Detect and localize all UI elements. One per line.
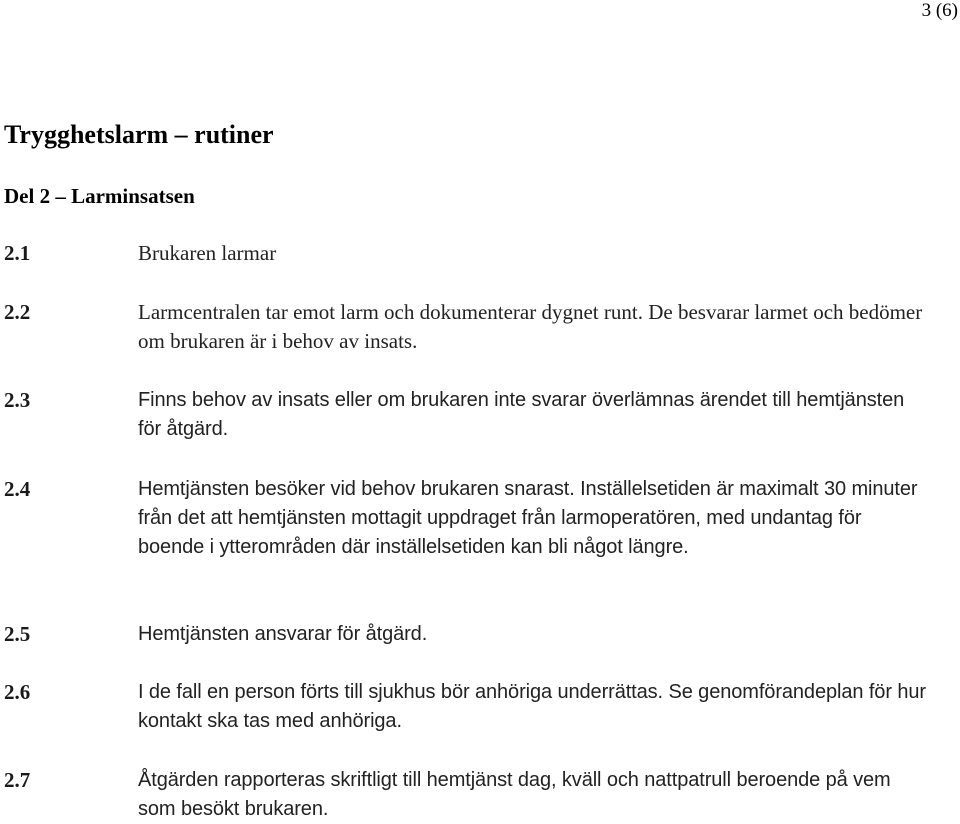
section-number: 2.1 bbox=[4, 241, 31, 265]
section-2-4 bbox=[4, 475, 944, 562]
section-2-6 bbox=[4, 678, 944, 736]
document-title: Trygghetslarm – rutiner bbox=[4, 120, 274, 149]
section-number: 2.2 bbox=[4, 300, 31, 324]
document-subtitle: Del 2 – Larminsatsen bbox=[4, 184, 195, 208]
section-number: 2.5 bbox=[4, 622, 31, 646]
section-text: Hemtjänsten besöker vid behov brukaren snarast. Inställelsetiden är maximalt 30 minuter från det att hemtjänsten mottagit uppdraget från larmoperatören, med undantag för boende i ytterområden där inställelsetiden kan bli något längre. bbox=[138, 478, 918, 558]
section-2-7 bbox=[4, 766, 944, 824]
section-text: Finns behov av insats eller om brukaren inte svarar överlämnas ärendet till hemtjänsten för åtgärd. bbox=[138, 389, 905, 440]
section-number: 2.3 bbox=[4, 388, 31, 412]
section-2-5 bbox=[4, 620, 944, 649]
section-text: I de fall en person förts till sjukhus bör anhöriga underrättas. Se genomförandeplan för hur kontakt ska tas med anhöriga. bbox=[138, 681, 926, 732]
section-text: Brukaren larmar bbox=[138, 241, 277, 265]
section-number: 2.7 bbox=[4, 768, 31, 792]
section-number: 2.6 bbox=[4, 680, 31, 704]
section-2-1 bbox=[4, 239, 944, 268]
section-2-2 bbox=[4, 298, 944, 356]
section-number: 2.4 bbox=[4, 477, 31, 501]
page-number: 3 (6) bbox=[921, 0, 958, 21]
section-2-3 bbox=[4, 386, 944, 444]
section-text: Hemtjänsten ansvarar för åtgärd. bbox=[138, 623, 428, 645]
section-text: Åtgärden rapporteras skriftligt till hemtjänst dag, kväll och nattpatrull beroende på vem som besökt brukaren. bbox=[138, 769, 891, 820]
section-text: Larmcentralen tar emot larm och dokumenterar dygnet runt. De besvarar larmet och bedömer om brukaren är i behov av insats. bbox=[138, 300, 923, 353]
